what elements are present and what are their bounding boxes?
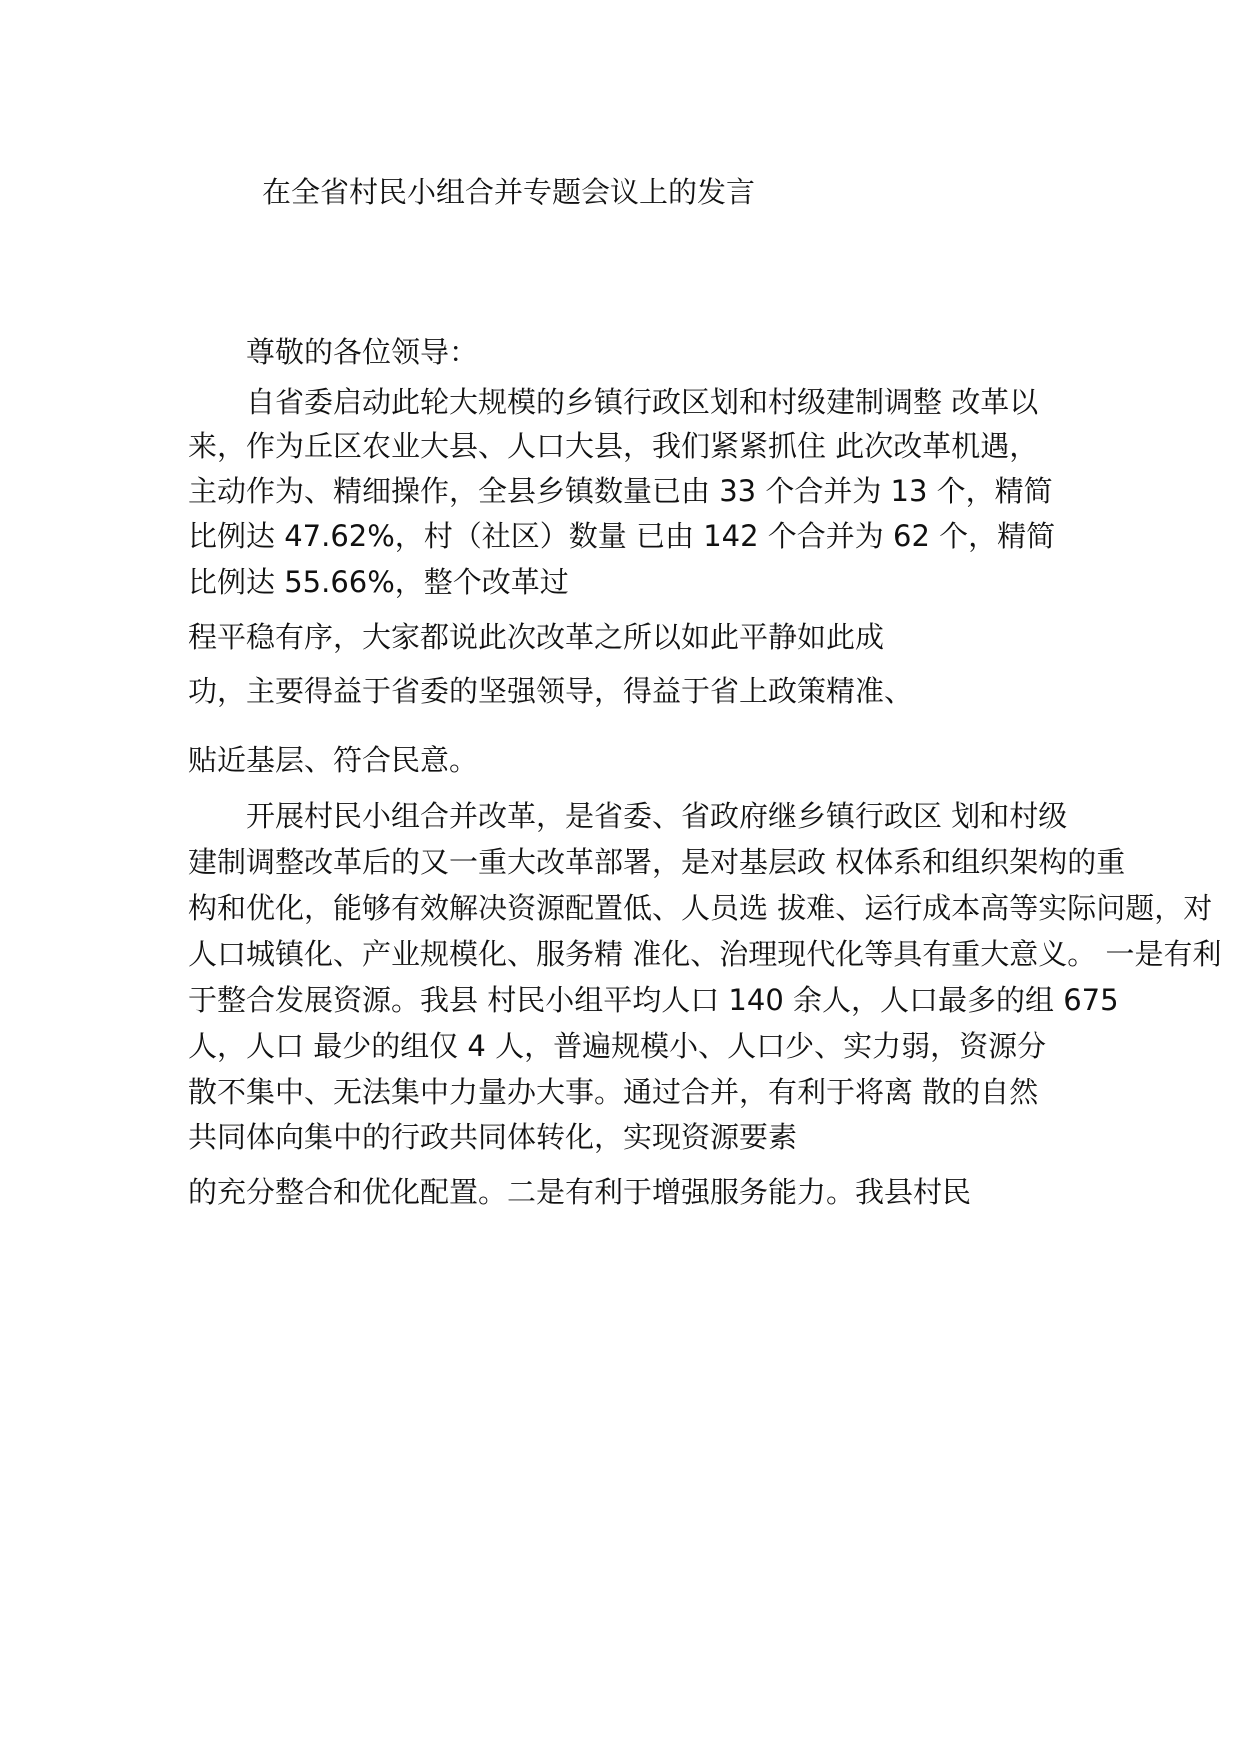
paragraph-1-line-1: 自省委启动此轮大规模的乡镇行政区划和村级建制调整 改革以 [246,385,1039,419]
paragraph-2-line-2: 建制调整改革后的又一重大改革部署，是对基层政 权体系和组织架构的重 [188,845,1126,879]
paragraph-1-line-5: 比例达 55.66%，整个改革过 [188,565,569,599]
document-title: 在全省村民小组合并专题会议上的发言 [262,175,756,209]
paragraph-2-line-4: 人口城镇化、产业规模化、服务精 准化、治理现代化等具有重大意义。 一是有利 [188,937,1222,971]
salutation: 尊敬的各位领导： [246,335,479,369]
paragraph-2-line-5: 于整合发展资源。我县 村民小组平均人口 140 余人，人口最多的组 675 [188,983,1119,1017]
paragraph-2-line-7: 散不集中、无法集中力量办大事。通过合并，有利于将离 散的自然 [188,1075,1039,1109]
paragraph-1-line-6: 程平稳有序，大家都说此次改革之所以如此平静如此成 [188,620,885,654]
paragraph-2-line-1: 开展村民小组合并改革，是省委、省政府继乡镇行政区 划和村级 [246,799,1068,833]
paragraph-2-line-8: 共同体向集中的行政共同体转化，实现资源要素 [188,1120,798,1154]
paragraph-1-line-8: 贴近基层、符合民意。 [188,743,479,777]
paragraph-1-line-7: 功，主要得益于省委的坚强领导，得益于省上政策精准、 [188,674,914,708]
paragraph-2-line-9: 的充分整合和优化配置。二是有利于增强服务能力。我县村民 [188,1175,972,1209]
paragraph-1-line-2: 来，作为丘区农业大县、人口大县，我们紧紧抓住 此次改革机遇， [188,429,1039,463]
paragraph-2-line-3: 构和优化，能够有效解决资源配置低、人员选 拔难、运行成本高等实际问题，对 [188,891,1213,925]
paragraph-1-line-3: 主动作为、精细操作，全县乡镇数量已由 33 个合并为 13 个，精简 [188,474,1053,508]
paragraph-2-line-6: 人，人口 最少的组仅 4 人，普遍规模小、人口少、实力弱，资源分 [188,1029,1047,1063]
paragraph-1-line-4: 比例达 47.62%，村（社区）数量 已由 142 个合并为 62 个，精简 [188,519,1056,553]
